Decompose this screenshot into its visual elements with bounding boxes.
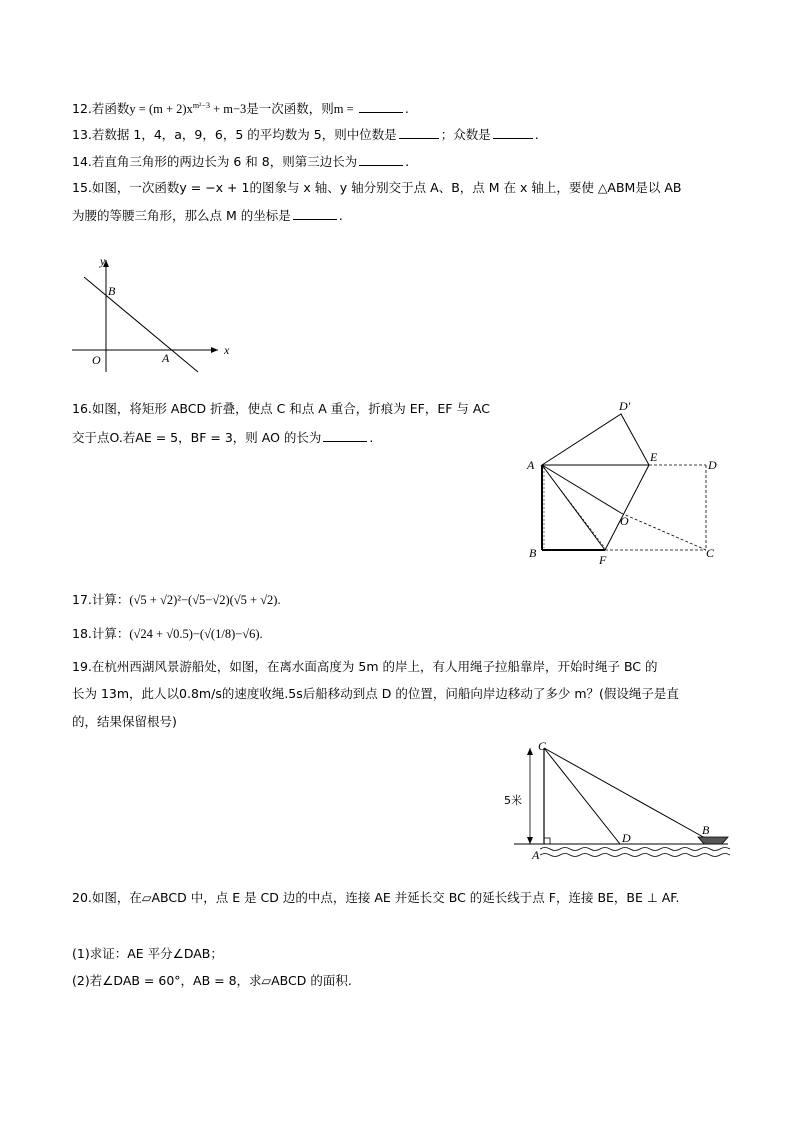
question-16-line-1: 16.如图，将矩形 ABCD 折叠，使点 C 和点 A 重合，折痕为 EF，EF 与 AC: [72, 401, 490, 416]
label-x: x: [224, 343, 230, 357]
label-C: C: [538, 739, 547, 753]
q15-coordinate-figure: [68, 252, 238, 377]
label-A: A: [532, 848, 540, 862]
label-y: y: [100, 254, 106, 268]
label-B: B: [702, 823, 710, 837]
question-13: 13.若数据 1，4，a，9，6，5 的平均数为 5，则中位数是 ；众数是 .: [72, 127, 539, 142]
question-20-sub-2: (2)若∠DAB = 60°，AB = 8，求▱ABCD 的面积.: [72, 973, 352, 988]
question-12: 12.若函数$y = (m + 2)x^{m^2-3} + m-3$是一次函数，则m = .: [72, 101, 409, 117]
answer-blank: [493, 126, 533, 139]
question-15-line-1: 15.如图，一次函数y = −x + 1的图象与 x 轴、y 轴分别交于点 A、B，点 M 在 x 轴上，要使 △ABM是以 AB: [72, 180, 682, 195]
question-18: 18.计算：(√24 + √0.5)−(√(1/8)−√6).: [72, 626, 263, 641]
label-O: O: [92, 353, 101, 367]
question-14: 14.若直角三角形的两边长为 6 和 8，则第三边长为 .: [72, 154, 410, 169]
label-A: A: [162, 351, 170, 365]
answer-blank: [399, 126, 439, 139]
wave-icon: [540, 848, 730, 851]
question-16-line-2: 交于点O.若AE = 5，BF = 3，则 AO 的长为 .: [72, 430, 374, 445]
q19-boat-figure: [500, 738, 732, 866]
label-O: O: [620, 514, 629, 528]
question-17: 17.计算：(√5 + √2)²−(√5−√2)(√5 + √2).: [72, 592, 281, 607]
question-19-line-3: 的，结果保留根号): [72, 714, 177, 729]
label-A: A: [527, 458, 535, 472]
question-15-line-2: 为腰的等腰三角形，那么点 M 的坐标是 .: [72, 208, 343, 223]
label-D-prime: D′: [619, 400, 631, 413]
answer-blank: [293, 207, 337, 220]
answer-blank: [323, 429, 367, 442]
label-C: C: [706, 546, 715, 560]
function-line: [84, 277, 198, 372]
question-19-line-2: 长为 13m，此人以0.8m/s的速度收绳.5s后船移动到点 D 的位置，问船向岸边移动了多少 m？(假设绳子是直: [72, 686, 679, 701]
rope-CB: [544, 748, 705, 838]
right-angle-mark: [544, 838, 550, 844]
question-19-line-1: 19.在杭州西湖风景游船处，如图，在离水面高度为 5m 的岸上，有人用绳子拉船靠岸，开始时绳子 BC 的: [72, 659, 658, 674]
label-D: D: [708, 458, 717, 472]
label-B: B: [108, 284, 116, 298]
x-arrow-icon: [211, 347, 218, 353]
question-20-line-1: 20.如图，在▱ABCD 中，点 E 是 CD 边的中点，连接 AE 并延长交 BC 的延长线于点 F，连接 BE，BE ⊥ AF.: [72, 890, 680, 905]
label-height: 5米: [504, 794, 522, 807]
question-20-sub-1: (1)求证：AE 平分∠DAB；: [72, 946, 223, 961]
rope-CD: [544, 748, 620, 844]
answer-blank: [359, 153, 403, 166]
label-B: B: [529, 546, 537, 560]
answer-blank: [359, 100, 403, 113]
boat-icon: [698, 837, 728, 844]
label-E: E: [650, 450, 658, 464]
q16-fold-figure: [520, 400, 730, 570]
label-D: D: [622, 831, 631, 845]
label-F: F: [599, 553, 607, 567]
folded-triangle: [542, 414, 649, 465]
